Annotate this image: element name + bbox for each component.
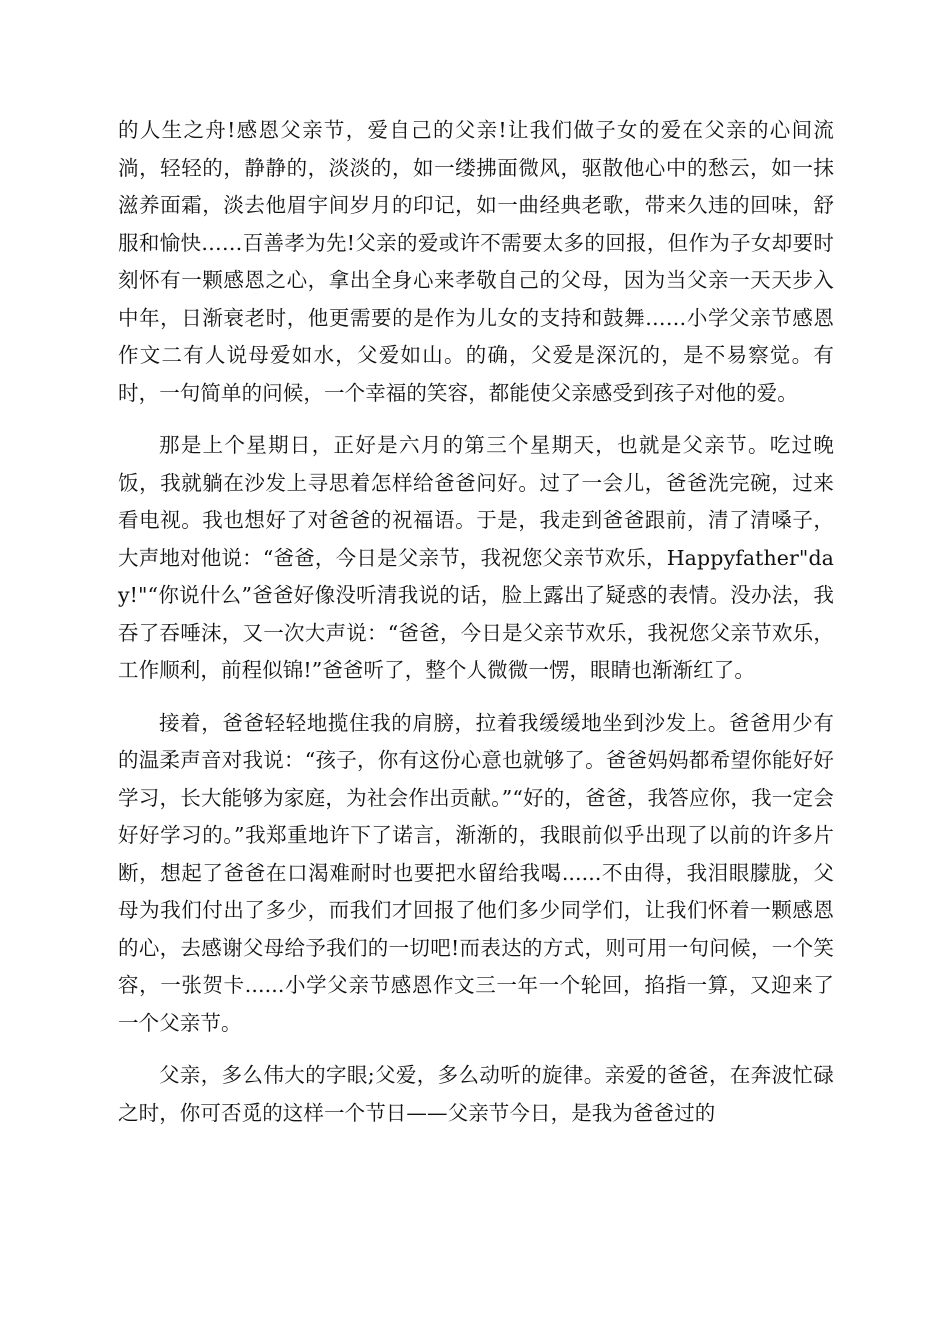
- document-page: [118, 112, 834, 1132]
- paragraph-3: 接着，爸爸轻轻地揽住我的肩膀，拉着我缓缓地坐到沙发上。爸爸用少有的温柔声音对我说：“孩子，你有这份心意也就够了。爸爸妈妈都希望你能好好学习，长大能够为家庭，为社会作出贡献。”“好的，爸爸，我答应你，我一定会好好学习的。”我郑重地许下了诺言，渐渐的，我眼前似乎出现了以前的许多片断，想起了爸爸在口渴难耐时也要把水留给我喝......不由得，我泪眼朦胧，父母为我们付出了多少，而我们才回报了他们多少同学们，让我们怀着一颗感恩的心，去感谢父母给予我们的一切吧!而表达的方式，则可用一句问候，一个笑容，一张贺卡......小学父亲节感恩作文三一年一个轮回，掐指一算，又迎来了一个父亲节。: [118, 710, 834, 1035]
- paragraph-1: 的人生之舟!感恩父亲节，爱自己的父亲!让我们做子女的爱在父亲的心间流淌，轻轻的，静静的，淡淡的，如一缕拂面微风，驱散他心中的愁云，如一抹滋养面霜，淡去他眉宇间岁月的印记，如一曲经典老歌，带来久违的回味，舒服和愉快……百善孝为先!父亲的爱或许不需要太多的回报，但作为子女却要时刻怀有一颗感恩之心，拿出全身心来孝敬自己的父母，因为当父亲一天天步入中年，日渐衰老时，他更需要的是作为儿女的支持和鼓舞……小学父亲节感恩作文二有人说母爱如水，父爱如山。的确，父爱是深沉的，是不易察觉。有时，一句简单的问候，一个幸福的笑容，都能使父亲感受到孩子对他的爱。: [118, 118, 834, 405]
- paragraph-4: 父亲，多么伟大的字眼;父爱，多么动听的旋律。亲爱的爸爸，在奔波忙碌之时，你可否觅的这样一个节日——父亲节今日，是我为爸爸过的: [118, 1063, 834, 1125]
- paragraph-2: 那是上个星期日，正好是六月的第三个星期天，也就是父亲节。吃过晚饭，我就躺在沙发上寻思着怎样给爸爸问好。过了一会儿，爸爸洗完碗，过来看电视。我也想好了对爸爸的祝福语。于是，我走到爸爸跟前，清了清嗓子，大声地对他说：“爸爸，今日是父亲节，我祝您父亲节欢乐，Happyfather"day!"“你说什么”爸爸好像没听清我说的话，脸上露出了疑惑的表情。没办法，我吞了吞唾沫，又一次大声说：“爸爸，今日是父亲节欢乐，我祝您父亲节欢乐，工作顺利，前程似锦!”爸爸听了，整个人微微一愣，眼睛也渐渐红了。: [118, 433, 834, 682]
